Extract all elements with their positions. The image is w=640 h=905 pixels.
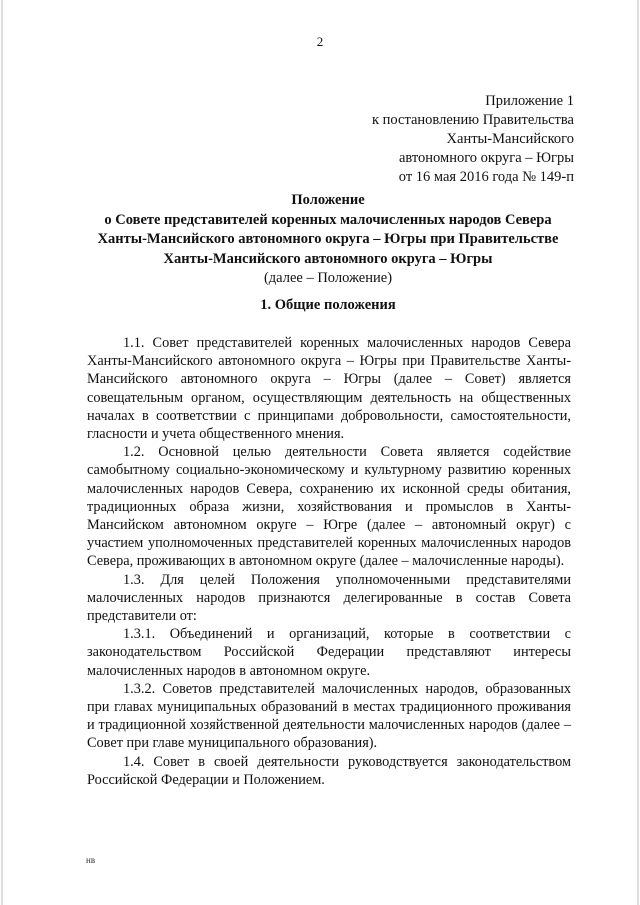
paragraph-1-3-2: 1.3.2. Советов представителей малочисленных народов, образованных при главах муниципальных образований в местах традиционного проживания и традиционной хозяйственной деятельности малочисленных народов (далее – Совет при главе муниципального образования). [87,680,571,752]
annex-line: Ханты-Мансийского [446,131,574,147]
annex-line: автономного округа – Югры [398,150,574,166]
body-text [87,334,571,789]
document-title [60,191,596,289]
paragraph-1-1: 1.1. Совет представителей коренных малочисленных народов Севера Ханты-Мансийского автономного округа – Югры при Правительстве Ханты-Мансийского автономного округа – Югры (далее – Совет) является совещательным органом, осуществляющим деятельность на общественных началах в соответствии с принципами добровольности, самостоятельности, гласности и учета общественного мнения. [87,335,571,443]
section-heading: 1. Общие положения [260,297,396,313]
annex-block [372,92,574,187]
paragraph-1-4: 1.4. Совет в своей деятельности руководствуется законодательством Российской Федерации и Положением. [87,753,571,788]
page-number: 2 [316,34,324,49]
paragraph-1-2: 1.2. Основной целью деятельности Совета является содействие самобытному социально-экономическому и культурному развитию коренных малочисленных народов Севера, сохранению их исконной среды обитания, традиционных образа жизни, хозяйствования и промыслов в Ханты-Мансийском автономном округе – Югре (далее – автономный округ) с участием уполномоченных представителей коренных малочисленных народов Севера, проживающих в автономном округе (далее – малочисленные народы). [87,444,571,570]
title-line: Положение [291,192,365,208]
title-line: Ханты-Мансийского автономного округа – Югры при Правительстве [97,231,559,247]
scan-edge-right [637,0,639,905]
footer-mark: нв [86,855,96,865]
paragraph-1-3-1: 1.3.1. Объединений и организаций, которые в соответствии с законодательством Российской Федерации представляют интересы малочисленных народов в автономном округе. [87,626,571,679]
annex-line: от 16 мая 2016 года № 149-п [398,169,574,185]
annex-line: к постановлению Правительства [372,112,574,128]
annex-line: Приложение 1 [485,93,574,109]
title-subline: (далее – Положение) [263,270,393,286]
title-line: Ханты-Мансийского автономного округа – Югры [163,250,493,267]
scan-edge-left [1,0,3,905]
title-line: о Совете представителей коренных малочисленных народов Севера [104,211,552,228]
paragraph-1-3: 1.3. Для целей Положения уполномоченными представителями малочисленных народов признаются делегированные в состав Совета представители от: [87,571,571,625]
